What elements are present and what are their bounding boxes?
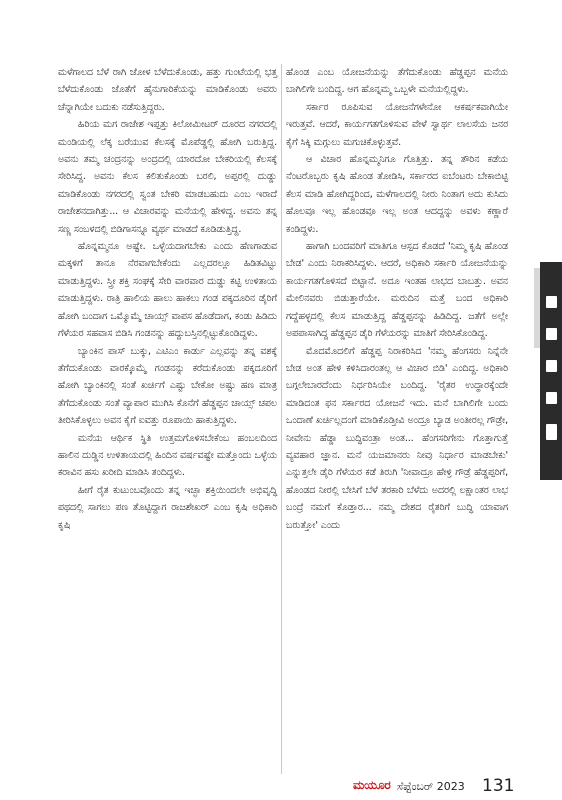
paragraph: ಹೀಗೆ ರೈತ ಕುಟುಂಬವೊಂದು ತನ್ನ ಇಚ್ಛಾ ಶಕ್ತಿಯಿಂದಲೇ ಅಭಿವೃದ್ಧಿ ಪಥದಲ್ಲಿ ಸಾಗಲು ಪಣ ತೊಟ್ಟಿದ್ದಾಗ ರಾಜಶೇಖರ್ ಎಂಬ ಕೃಷಿ ಅಧಿಕಾರಿ ಕೃಷಿ	[58, 484, 277, 531]
paragraph: ಹಾಗಾಗಿ ಬಂದವರಿಗೆ ಮಾತಿಗೂ ಆಸ್ಪದ ಕೊಡದೆ 'ನಿಮ್ಮ ಕೃಷಿ ಹೊಂಡ ಬೇಡ' ಎಂದು ನಿರಾಕರಿಸಿದ್ದಳು. ಆದರೆ, ಅಧಿಕಾರಿ ಸರ್ಕಾರಿ ಯೋಜನೆಯನ್ನು ಕಾರ್ಯಗತಗೊಳಿಸದೆ ಬಿಟ್ಟಾನೆ. ಅದೂ ಇಂತಹ ಲಾಭದ ಬಾಬತ್ತು. ಅವನ ಮೇಲಿನವರು ಬಿಡುತ್ತಾರೆಯೇ. ಮರುದಿನ ಮತ್ತೆ ಬಂದ ಅಧಿಕಾರಿ ಗದ್ದೆಹಳ್ಳದಲ್ಲಿ ಕೆಲಸ ಮಾಡುತ್ತಿದ್ದ ಹೆಡ್ಡಪ್ಪನನ್ನು ಹಿಡಿದಿದ್ದ. ಜತೆಗೆ ಅಲ್ಲೇ ಅಪಪಾಸಾಗಿದ್ದ ಹೆಡ್ಡಪ್ಪನ ಡೈರಿ ಗೆಳೆಯರನ್ನು ಮಾತಿಗೆ ಸೇರಿಸಿಕೊಂಡಿದ್ದ.	[286, 241, 508, 340]
paragraph: ಹೊನ್ನಮ್ಮನೂ ಅಷ್ಟೇ. ಒಳ್ಳೆಯದಾಗಬೇಕು ಎಂದು ಹೆಣಗಾಡುವ ಮಕ್ಕಳಿಗೆ ತಾನೂ ನೆರವಾಗಬೇಕೆಂದು ಎಲ್ಲದರಲ್ಲೂ ಹಿಡಿತವಿಟ್ಟು ಮಾಡುತ್ತಿದ್ದಳು. ಸ್ತ್ರೀ ಶಕ್ತಿ ಸಂಘಕ್ಕೆ ಸೇರಿ ವಾರವಾರ ದುಡ್ಡು ಕಟ್ಟಿ ಉಳಿತಾಯ ಮಾಡುತ್ತಿದ್ದಳು. ರಾತ್ರಿ ಹಾಲಿಯ ಹಾಲು ಹಾಕಲು ಗಂಡ ಪಕ್ಕದೂರಿನ ಡೈರಿಗೆ ಹೋಗಿ ಬಂದಾಗ ಒಮ್ಮೊಮ್ಮೆ ಚಾಯ್ಸ್ ವಾಪಸ ಹೊಡೆದಾಗ, ಕಂಡು ಹಿಡಿದು ಗೆಳೆಯರ ಸಹವಾಸ ಬಿಡಿಸಿ ಗಂಡನನ್ನು ಹದ್ದುಬಸ್ತಿನಲ್ಲಿಟ್ಟುಕೊಂಡಿದ್ದಳು.	[58, 241, 277, 340]
film-strip-hole	[546, 424, 557, 440]
paragraph: ಮಳೆಗಾಲದ ಬೆಳೆ ರಾಗಿ ಜೋಳ ಬೆಳೆದುಕೊಂಡು, ಹತ್ತು ಗುಂಟೆಯಲ್ಲಿ ಭತ್ತ ಬೆಳೆದುಕೊಂಡು ಜೊತೆಗೆ ಹೈನುಗಾರಿಕೆಯನ್ನು ಮಾಡಿಕೊಂಡು ಅವರು ಚೆನ್ನಾಗಿಯೇ ಬದುಕು ನಡೆಸುತ್ತಿದ್ದರು.	[58, 67, 277, 113]
film-strip-hole	[546, 392, 557, 404]
paragraph: ಬ್ಯಾಂಕಿನ ಪಾಸ್ ಬುಕ್ಕು, ಎಟಿಎಂ ಕಾರ್ಡು ಎಲ್ಲವನ್ನು ತನ್ನ ವಶಕ್ಕೆ ತೆಗೆದುಕೊಂಡು ವಾರಕ್ಕೊಮ್ಮೆ ಗಂಡನನ್ನು ಕರೆದುಕೊಂಡು ಪಕ್ಕದೂರಿಗೆ ಹೋಗಿ ಬ್ಯಾಂಕಿನಲ್ಲಿ ಸಂತೆ ಖರ್ಚಿಗೆ ಎಷ್ಟು ಬೇಕೋ ಅಷ್ಟು ಹಣ ಮಾತ್ರ ತೆಗೆದುಕೊಂಡು ಸಂತೆ ವ್ಯಾಪಾರ ಮುಗಿಸಿ ಕೊನೆಗೆ ಹೆಡ್ಡಪ್ಪನ ಚಾಯ್ಸ್ ಚಪಲ ತೀರಿಸಿಕೊಳ್ಳಲು ಅವನ ಕೈಗೆ ಐವತ್ತು ರೂಪಾಯಿ ಹಾಕುತ್ತಿದ್ದಳು.	[58, 345, 277, 427]
paragraph: ಆ ವಿಚಾರ ಹೊನ್ನಮ್ಮನಿಗೂ ಗೊತ್ತಿತ್ತು. ತನ್ನ ತೌರಿನ ಕಡೆಯ ನೆಂಟರೊಬ್ಬರು ಕೃಷಿ ಹೊಂಡ ತೋಡಿಸಿ, ಸರ್ಕಾರದ ಐಬೆಂಟರು ಬೇಕಾಬಿಟ್ಟಿ ಕೆಲಸ ಮಾಡಿ ಹೋಗಿದ್ದರಿಂದ, ಮಳೆಗಾಲದಲ್ಲಿ ನೀರು ನಿಂತಾಗ ಅದು ಕುಸಿದು ಹೊಲವೂ ಇಲ್ಲ ಹೊಂಡವೂ ಇಲ್ಲ ಅಂತ ಆದದ್ದನ್ನು ಅವಳು ಕಣ್ಣಾರೆ ಕಂಡಿದ್ದಳು.	[286, 154, 508, 235]
page-number: 131	[482, 776, 515, 796]
film-strip-hole	[546, 296, 557, 308]
film-strip-hole	[546, 360, 557, 372]
paragraph: ಸರ್ಕಾರ ರೂಪಿಸುವ ಯೋಜನೆಗಳೇನೋ ಆಕರ್ಷಕವಾಗಿಯೇ ಇರುತ್ತವೆ. ಆದರೆ, ಕಾರ್ಯಗತಗೊಳಿಸುವ ವೇಳೆ ಸ್ವಾರ್ಥ ಲಾಲಸೆಯ ಜನರ ಕೈಗೆ ಸಿಕ್ಕಿ ಮಗ್ಗುಲು ಮಗುಚಿಕೊಳ್ಳುತ್ತವೆ.	[286, 101, 508, 148]
column-divider	[281, 64, 282, 774]
film-strip-hole	[546, 328, 557, 340]
right-column	[286, 64, 508, 534]
magazine-logo: ಮಯೂರ	[353, 778, 391, 792]
left-column	[58, 64, 277, 534]
page-footer	[0, 776, 562, 800]
paragraph: ಹೊಂಡ ಎಂಬ ಯೋಜನೆಯನ್ನು ತೆಗೆದುಕೊಂಡು ಹೆಡ್ಡಪ್ಪನ ಮನೆಯ ಬಾಗಿಲಿಗೇ ಬಂದಿದ್ದ. ಆಗ ಹೊನ್ನಮ್ಮ ಒಬ್ಬಳೇ ಮನೆಯಲ್ಲಿದ್ದಳು.	[286, 67, 508, 96]
paragraph: ಹಿರಿಯ ಮಗ ರಾಜೇಶ ಇಪ್ಪತ್ತು ಕಿಲೋಮೀಟರ್ ದೂರದ ನಗರದಲ್ಲಿ ಮಂಡಿಯಲ್ಲಿ ಲೆಕ್ಕ ಬರೆಯುವ ಕೆಲಸಕ್ಕೆ ಮೊಪೆಡ್ಡಲ್ಲಿ ಹೋಗಿ ಬರುತ್ತಿದ್ದ. ಅವನು ತಮ್ಮ ಚಂದ್ರನನ್ನು ಅಂದ್ರದಲ್ಲಿ ಯಾರದೋ ಬೇಕರಿಯಲ್ಲಿ ಕೆಲಸಕ್ಕೆ ಸೇರಿಸಿದ್ದ. ಅವನು ಕೆಲಸ ಕಲಿತುಕೊಂಡು ಬರಲಿ, ಅಪ್ಪರಲ್ಲಿ ದುಡ್ಡು ಮಾಡಿಕೊಂಡು ನಗರದಲ್ಲಿ ಸ್ವಂತ ಬೇಕರಿ ಮಾಡಬಹುದು ಎಂಬ ಇರಾದೆ ರಾಜೇಶನದಾಗಿತ್ತು... ಆ ವಿಚಾರವನ್ನು ಮನೆಯಲ್ಲಿ ಹೇಳಿದ್ದ. ಅವನು ತನ್ನ ಸಣ್ಣ ಸಂಬಳದಲ್ಲಿ ಬಿಡಿಗಾಸನ್ನೂ ವ್ಯರ್ಥ ಮಾಡದೆ ಕೂಡಿಡುತ್ತಿದ್ದ.	[58, 119, 277, 235]
paragraph: ಮೊದಮೊದಲಿಗೆ ಹೆಡ್ಡಪ್ಪ ನಿರಾಕರಿಸಿದ 'ನಮ್ಮ ಹೆಂಗಸರು ನಿನ್ನೆನೇ ಬೇಡ ಅಂತ ಹೇಳಿ ಕಳಿಸಿದಾರಂತಲ್ಲ ಆ ವಿಚಾರ ಬಿಡಿ' ಎಂದಿದ್ದ. ಅಧಿಕಾರಿ ಬಗ್ಗಲೇಬಾರದೆಂದು ನಿರ್ಧರಿಸಿಯೇ ಬಂದಿದ್ದ. 'ರೈತರ ಉದ್ಧಾರಕ್ಕೆಂದೇ ಮಾಡಿದಂತ ಫನ ಸರ್ಕಾರದ ಯೋಜನೆ ಇದು. ಮನೆ ಬಾಗಿಲಿಗೇ ಬಂದು ಒಂದಾಣೆ ಖರ್ಚಿಲ್ಲದಂಗೆ ಮಾಡಿಕೊಡ್ತೀವಿ ಅಂದ್ರೂ ಬ್ಯಾಡ ಅಂತೀರಲ್ಲ ಗೌಡ್ರೇ, ನೀವೇನು ಹೆಡ್ಡಾ ಬುದ್ಧಿವಂತ್ರಾ ಅಂತ... ಹೆಂಗಸರಿಗೇನು ಗೊತ್ತಾಗುತ್ತೆ ವ್ಯವಹಾರ ಜ್ಞಾನ. ಮನೆ ಯಜಮಾನರು ನೀವು ನಿರ್ಧಾರ ಮಾಡಬೇಕು' ಎನ್ನುತ್ತಲೇ ಡೈರಿ ಗೆಳೆಯರ ಕಡೆ ತಿರುಗಿ 'ನೀವಾದ್ರೂ ಹೇಳ್ರಿ ಗೌಡ್ರೆ ಹೆಡ್ಡಪ್ಪರಿಗೆ, ಹೊಂಡದ ನೀರಲ್ಲಿ ಬೇಸಿಗೆ ಬೆಳೆ ತರಕಾರಿ ಬೆಳೆದು ಅದರಲ್ಲಿ ಲಕ್ಷಾಂತರ ಲಾಭ ಬಂದ್ರೆ ನಮಗೆ ಕೊಡ್ತಾರ... ನಮ್ಮ ದೇಶದ ರೈತರಿಗೆ ಬುದ್ಧಿ ಯಾವಾಗ ಬರುತ್ತೋ' ಎಂದು	[286, 345, 508, 531]
paragraph: ಮನೆಯ ಆರ್ಥಿಕ ಸ್ಥಿತಿ ಉತ್ತಮಗೊಳಿಸಬೇಕೆಂಬ ಹಂಬಲದಿಂದ ಹಾಲಿನ ದುಡ್ಡಿನ ಉಳಿತಾಯದಲ್ಲಿ ಹಿಂದಿನ ವರ್ಷವಷ್ಟೇ ಮತ್ತೊಂದು ಒಳ್ಳೆಯ ಕರಾವಿನ ಹಸು ಖರೀದಿ ಮಾಡಿಸಿ ತಂದಿದ್ದಳು.	[58, 432, 277, 479]
issue-date: ಸೆಪ್ಟೆಂಬರ್ 2023	[397, 780, 465, 793]
